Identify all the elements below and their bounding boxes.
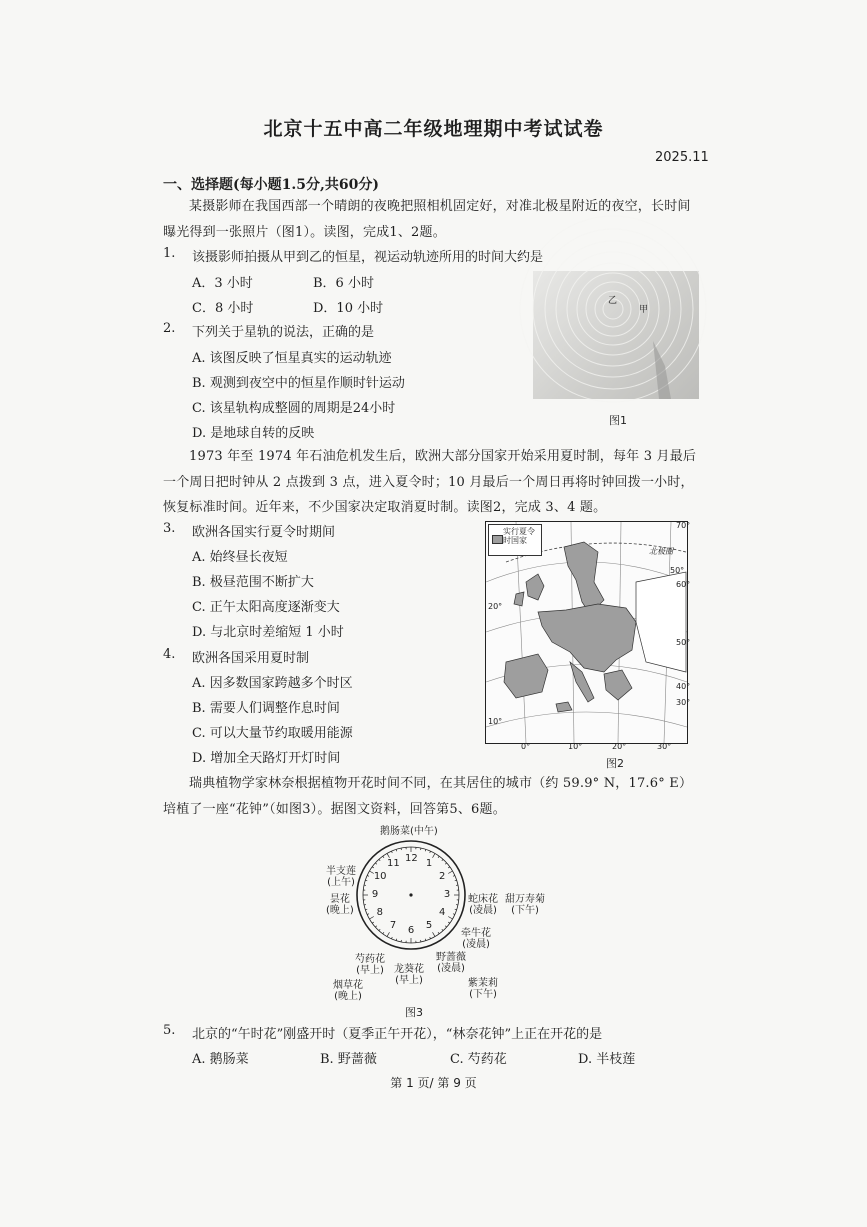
europe-dst-map — [485, 521, 691, 744]
clock-number: 1 — [425, 857, 433, 869]
flower-clock — [355, 839, 467, 951]
figure-3-caption: 图3 — [405, 1006, 423, 1019]
clock-tick — [455, 909, 457, 910]
lat-50-label-a: 50° — [670, 566, 685, 575]
clock-tick — [445, 863, 446, 864]
clock-tick — [391, 937, 392, 939]
lon-0-label: 0° — [521, 742, 531, 751]
question-4-option-c[interactable]: C. 可以大量节约取暖用能源 — [192, 726, 353, 741]
label-zimoli: 紫茉莉 (下午) — [468, 978, 498, 1000]
legend-label: 实行夏令时国家 — [503, 527, 535, 545]
clock-number: 6 — [407, 925, 415, 936]
clock-number: 7 — [389, 920, 397, 932]
question-4-option-b[interactable]: B. 需要人们调整作息时间 — [192, 701, 340, 716]
question-5-option-b[interactable]: B. 野蔷薇 — [320, 1052, 377, 1067]
lat-70-label: 70° — [676, 521, 691, 530]
page-title: 北京十五中高二年级地理期中考试试卷 — [263, 118, 604, 140]
label-longkuihua: 龙葵花 (早上) — [394, 964, 424, 986]
clock-tick — [372, 922, 374, 923]
lon-20-label: 20° — [612, 742, 627, 751]
clock-tick — [425, 939, 426, 941]
clock-tick — [455, 880, 457, 881]
star-trail-image — [533, 271, 699, 399]
question-5-text: 北京的“午时花”刚盛开时（夏季正午开花），“林奈花钟”上正在开花的是 — [192, 1027, 603, 1042]
lat-30-label: 30° — [676, 698, 691, 707]
arctic-circle-label: 北极圈 — [649, 547, 673, 556]
question-4-option-a[interactable]: A. 因多数国家跨越多个时区 — [192, 676, 353, 691]
question-2-number: 2. — [163, 321, 176, 336]
lon-30-label: 30° — [657, 742, 672, 751]
label-tanhua: 昙花 (晚上) — [326, 894, 354, 916]
question-2-option-a[interactable]: A. 该图反映了恒星真实的运动轨迹 — [192, 351, 392, 366]
lat-20-label: 20° — [488, 602, 503, 611]
clock-tick — [379, 859, 380, 860]
clock-tick — [375, 926, 376, 927]
clock-number: 10 — [373, 871, 387, 882]
star-label-yi: 乙 — [608, 296, 618, 306]
question-1-text: 该摄影师拍摄从甲到乙的恒星，视运动轨迹所用的时间大约是 — [192, 250, 544, 265]
clock-number: 9 — [371, 889, 379, 900]
clock-tick — [445, 926, 446, 927]
clock-tick — [367, 914, 369, 915]
question-3-number: 3. — [163, 521, 176, 536]
section-heading: 一、选择题(每小题1.5分,共60分) — [163, 177, 379, 193]
lon-10-label: 10° — [568, 742, 583, 751]
question-5-number: 5. — [163, 1023, 176, 1038]
figure-2-caption: 图2 — [606, 757, 624, 770]
clock-tick — [442, 929, 443, 930]
question-3-text: 欧洲各国实行夏令时期间 — [192, 525, 336, 540]
clock-tick — [442, 859, 443, 860]
question-2-option-d[interactable]: D. 是地球自转的反映 — [192, 426, 315, 441]
question-3-option-d[interactable]: D. 与北京时差缩短 1 小时 — [192, 625, 344, 640]
clock-tick — [391, 851, 392, 853]
clock-number: 8 — [376, 907, 383, 918]
star-trail-photo — [533, 271, 699, 399]
question-1-option-a[interactable]: A．3 小时 — [192, 276, 253, 291]
lat-60-label: 60° — [676, 580, 691, 589]
clock-tick — [396, 849, 397, 851]
lat-40-label: 40° — [676, 682, 691, 691]
legend-swatch — [492, 535, 503, 544]
clock-tick — [367, 875, 369, 876]
clock-number: 5 — [425, 920, 433, 932]
question-4-number: 4. — [163, 647, 176, 662]
clock-tick — [448, 867, 450, 868]
lat-50-label-b: 50° — [676, 638, 691, 647]
question-2-option-b[interactable]: B. 观测到夜空中的恒星作顺时针运动 — [192, 376, 405, 391]
question-1-number: 1. — [163, 246, 176, 261]
clock-tick — [430, 851, 431, 853]
intro-paragraph-2: 1973 年至 1974 年石油危机发生后，欧洲大部分国家开始采用夏时制，每年 3 月最后一个周日把时钟从 2 点拨到 3 点，进入夏令时；10 月最后一个周日再将时钟回拨一小时，恢复标准时间。近年来，不少国家决定取消夏时制。读图2，完成 3、4 题。 — [163, 449, 697, 515]
lon-10w-label: 10° — [488, 717, 503, 726]
clock-tick — [383, 856, 384, 858]
question-1-option-b[interactable]: B．6 小时 — [313, 276, 374, 291]
question-4-option-d[interactable]: D. 增加全天路灯开灯时间 — [192, 751, 341, 766]
clock-tick — [430, 937, 431, 939]
question-5-option-c[interactable]: C. 芍药花 — [450, 1052, 507, 1067]
label-yancaohua: 烟草花 (晚上) — [333, 980, 363, 1002]
star-label-jia: 甲 — [639, 305, 649, 315]
clock-tick — [379, 929, 380, 930]
clock-tick — [375, 863, 376, 864]
label-shaoyaohua: 芍药花 (早上) — [355, 954, 385, 976]
clock-tick — [438, 856, 439, 858]
label-yeqiangwei: 野蔷薇 (凌晨) — [436, 952, 466, 974]
clock-tick — [453, 914, 455, 915]
label-shechuanghua: 蛇床花 (凌晨) — [468, 894, 498, 916]
clock-number: 11 — [387, 857, 400, 869]
clock-number: 3 — [443, 889, 451, 900]
clock-tick — [396, 939, 397, 941]
clock-number: 12 — [405, 853, 418, 864]
page-footer: 第 1 页/ 第 9 页 — [390, 1076, 477, 1090]
question-5-option-a[interactable]: A. 鹅肠菜 — [192, 1052, 249, 1067]
label-banzhilian: 半支莲 (上午) — [326, 866, 356, 888]
map-legend — [488, 524, 542, 556]
question-2-option-c[interactable]: C. 该星轨构成整圆的周期是24小时 — [192, 401, 396, 416]
clock-tick — [453, 875, 455, 876]
clock-tick — [425, 849, 426, 851]
intro-paragraph-3: 瑞典植物学家林奈根据植物开花时间不同，在其居住的城市（约 59.9° N，17.6° E）培植了一座“花钟”（如图3）。据图文资料，回答第5、6题。 — [163, 776, 693, 817]
question-1-option-c[interactable]: C．8 小时 — [192, 301, 254, 316]
question-1-option-d[interactable]: D．10 小时 — [313, 301, 384, 316]
clock-number: 2 — [438, 871, 446, 882]
clock-tick — [448, 917, 452, 920]
label-qianniuhua: 牵牛花 (凌晨) — [461, 928, 491, 950]
question-5-option-d[interactable]: D. 半枝莲 — [578, 1052, 636, 1067]
clock-tick — [433, 932, 436, 936]
label-tianwanshouju: 甜万寿菊 (下午) — [505, 894, 545, 916]
question-3-option-c[interactable]: C. 正午太阳高度逐渐变大 — [192, 600, 340, 615]
clock-tick — [448, 922, 450, 923]
question-4-text: 欧洲各国采用夏时制 — [192, 651, 310, 666]
question-3-option-a[interactable]: A. 始终昼长夜短 — [192, 550, 288, 565]
clock-tick — [438, 932, 439, 934]
figure-1-caption: 图1 — [609, 414, 627, 427]
question-3-option-b[interactable]: B. 极昼范围不断扩大 — [192, 575, 314, 590]
clock-tick — [365, 909, 367, 910]
question-2-text: 下列关于星轨的说法，正确的是 — [192, 325, 375, 340]
label-echangcai: 鹅肠菜(中午) — [380, 826, 438, 837]
clock-tick — [365, 880, 367, 881]
clock-tick — [448, 871, 452, 874]
exam-date: 2025.11 — [655, 150, 709, 165]
clock-tick — [387, 932, 390, 936]
clock-number: 4 — [438, 907, 446, 918]
intro-paragraph-1: 某摄影师在我国西部一个晴朗的夜晚把照相机固定好，对准北极星附近的夜空，长时间曝光得到一张照片（图1）。读图，完成1、2题。 — [163, 199, 691, 240]
clock-tick — [372, 867, 374, 868]
clock-tick — [383, 932, 384, 934]
